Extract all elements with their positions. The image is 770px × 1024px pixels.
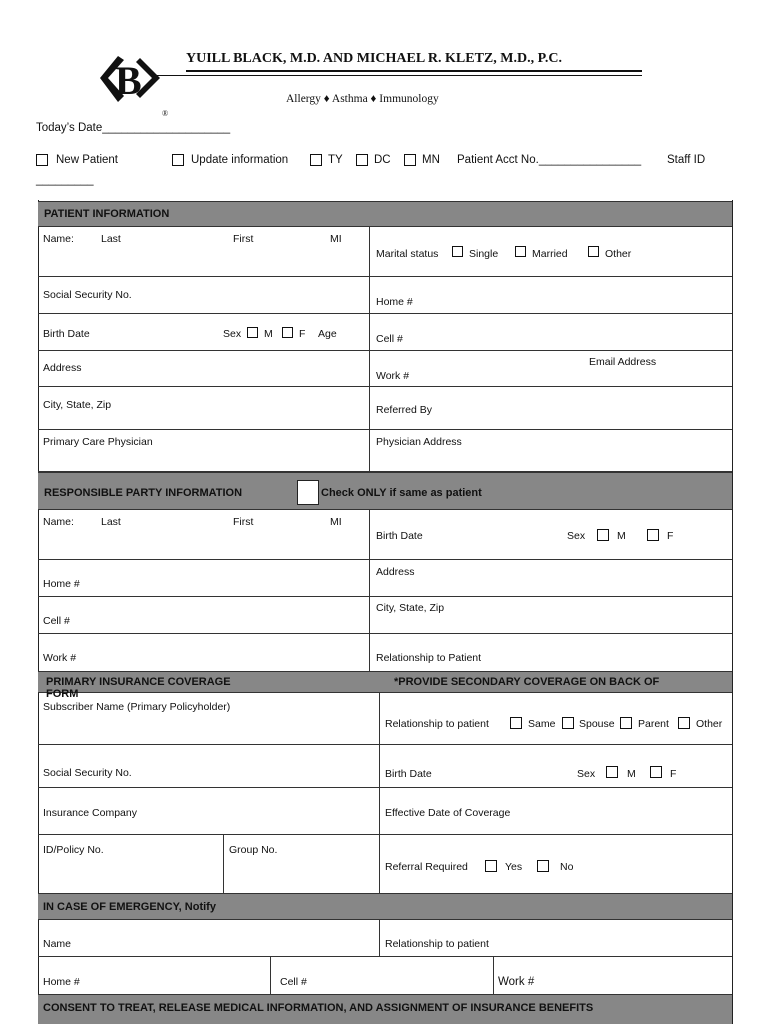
new-patient-label: New Patient [56, 154, 119, 166]
patient-birth-date-field[interactable]: Birth Date [43, 328, 90, 340]
row-line [38, 744, 732, 745]
primary-insurance-title: PRIMARY INSURANCE COVERAGE [46, 676, 231, 688]
new-patient-checkbox[interactable] [36, 154, 48, 166]
same-label: Same [528, 718, 556, 730]
insurance-other-label: Other [696, 718, 723, 730]
staff-id-field[interactable]: _________ [36, 174, 94, 186]
responsible-relationship-field[interactable]: Relationship to Patient [376, 652, 482, 664]
marital-married-checkbox[interactable] [515, 246, 526, 257]
effective-date-field[interactable]: Effective Date of Coverage [385, 807, 511, 819]
subscriber-ssn-field[interactable]: Social Security No. [43, 767, 132, 779]
relationship-spouse-checkbox[interactable] [562, 717, 574, 729]
primary-physician-field[interactable]: Primary Care Physician [43, 436, 153, 448]
patient-city-field[interactable]: City, State, Zip [43, 399, 112, 411]
sex-label: Sex [223, 328, 242, 340]
patient-name-label[interactable]: Name: [43, 233, 74, 245]
married-label: Married [532, 248, 568, 260]
insurance-relationship-label: Relationship to patient [385, 718, 489, 730]
emergency-phone-divider [493, 956, 494, 994]
header-rule-top [186, 70, 642, 72]
responsible-divider [369, 510, 370, 671]
responsible-sex-label: Sex [567, 530, 586, 542]
no-label: No [560, 861, 574, 873]
policy-group-divider [223, 834, 224, 893]
group-number-field[interactable]: Group No. [229, 844, 278, 856]
marital-other-checkbox[interactable] [588, 246, 599, 257]
patient-age-field[interactable]: Age [318, 328, 337, 340]
emergency-home-field[interactable]: Home # [43, 976, 80, 988]
patient-email-field[interactable]: Email Address [589, 356, 657, 368]
responsible-cell-field[interactable]: Cell # [43, 615, 70, 627]
single-label: Single [469, 248, 499, 260]
patient-mi-label: MI [330, 233, 342, 245]
relationship-other-checkbox[interactable] [678, 717, 690, 729]
specialties: Allergy ♦ Asthma ♦ Immunology [286, 93, 439, 105]
emergency-cell-field[interactable]: Cell # [280, 976, 307, 988]
todays-date-field[interactable]: Today’s Date____________________ [36, 122, 231, 134]
dc-checkbox[interactable] [356, 154, 368, 166]
responsible-party-band [38, 472, 732, 510]
responsible-last-label: Last [101, 516, 121, 528]
policy-number-field[interactable]: ID/Policy No. [43, 844, 104, 856]
patient-divider [369, 227, 370, 471]
row-line [38, 429, 732, 430]
responsible-home-field[interactable]: Home # [43, 578, 80, 590]
referral-yes-checkbox[interactable] [485, 860, 497, 872]
f-label: F [299, 328, 306, 340]
mn-checkbox[interactable] [404, 154, 416, 166]
mn-label: MN [422, 154, 440, 166]
parent-label: Parent [638, 718, 669, 730]
form-right-border [732, 200, 733, 1024]
row-line [38, 834, 732, 835]
patient-home-phone-field[interactable]: Home # [376, 296, 413, 308]
referred-by-field[interactable]: Referred By [376, 404, 433, 416]
responsible-address-field[interactable]: Address [376, 566, 415, 578]
logo-letter: B [115, 58, 142, 103]
registered-mark: ® [162, 109, 169, 118]
dc-label: DC [374, 154, 391, 166]
emergency-name-field[interactable]: Name [43, 938, 72, 950]
emergency-relationship-field[interactable]: Relationship to patient [385, 938, 489, 950]
subscriber-sex-f-checkbox[interactable] [650, 766, 662, 778]
row-line [38, 350, 732, 351]
patient-info-title: PATIENT INFORMATION [44, 208, 170, 220]
ty-label: TY [328, 154, 343, 166]
marital-status-label: Marital status [376, 248, 439, 260]
responsible-first-label: First [233, 516, 254, 528]
subscriber-name-field[interactable]: Subscriber Name (Primary Policyholder) [43, 701, 231, 713]
relationship-same-checkbox[interactable] [510, 717, 522, 729]
staff-id-label: Staff ID [667, 154, 706, 166]
row-line [38, 787, 732, 788]
patient-info-band [38, 201, 732, 227]
row-line [38, 386, 732, 387]
update-info-label: Update information [191, 154, 289, 166]
secondary-coverage-note: *PROVIDE SECONDARY COVERAGE ON BACK OF [394, 676, 660, 688]
ty-checkbox[interactable] [310, 154, 322, 166]
marital-single-checkbox[interactable] [452, 246, 463, 257]
insurance-company-field[interactable]: Insurance Company [43, 807, 137, 819]
subscriber-m-label: M [627, 768, 636, 780]
referral-required-label: Referral Required [385, 861, 468, 873]
row-line [38, 276, 732, 277]
spouse-label: Spouse [579, 718, 615, 730]
patient-acct-field[interactable]: Patient Acct No.________________ [457, 154, 642, 166]
responsible-name-label[interactable]: Name: [43, 516, 74, 528]
row-line [38, 956, 732, 957]
consent-title: CONSENT TO TREAT, RELEASE MEDICAL INFORMATION, AND ASSIGNMENT OF INSURANCE BENEFITS [43, 1002, 594, 1014]
responsible-sex-m-checkbox[interactable] [597, 529, 609, 541]
yes-label: Yes [505, 861, 523, 873]
physician-address-field[interactable]: Physician Address [376, 436, 462, 448]
responsible-f-label: F [667, 530, 674, 542]
row-line [38, 596, 732, 597]
emergency-divider [379, 920, 380, 956]
subscriber-f-label: F [670, 768, 677, 780]
patient-cell-field[interactable]: Cell # [376, 333, 403, 345]
responsible-city-field[interactable]: City, State, Zip [376, 602, 445, 614]
same-as-patient-label: Check ONLY if same as patient [321, 487, 482, 499]
header-rule-bottom [156, 75, 642, 76]
responsible-sex-f-checkbox[interactable] [647, 529, 659, 541]
update-info-checkbox[interactable] [172, 154, 184, 166]
consent-band [38, 994, 732, 1024]
other-label: Other [605, 248, 632, 260]
responsible-mi-label: MI [330, 516, 342, 528]
primary-insurance-title-overflow: FORM [46, 688, 79, 700]
responsible-birth-field[interactable]: Birth Date [376, 530, 423, 542]
row-line [38, 313, 732, 314]
row-line [38, 559, 732, 560]
patient-address-field[interactable]: Address [43, 362, 82, 374]
patient-sex-m-checkbox[interactable] [247, 327, 258, 338]
emergency-band [38, 893, 732, 920]
emergency-title: IN CASE OF EMERGENCY, Notify [43, 901, 216, 913]
same-as-patient-checkbox[interactable] [297, 480, 319, 505]
patient-last-label: Last [101, 233, 121, 245]
patient-ssn-field[interactable]: Social Security No. [43, 289, 132, 301]
patient-work-phone-field[interactable]: Work # [376, 370, 410, 382]
primary-insurance-band [38, 671, 732, 700]
insurance-divider [379, 693, 380, 893]
row-line [38, 633, 732, 634]
patient-sex-f-checkbox[interactable] [282, 327, 293, 338]
relationship-parent-checkbox[interactable] [620, 717, 632, 729]
responsible-party-title: RESPONSIBLE PARTY INFORMATION [44, 487, 243, 499]
practice-logo [98, 50, 162, 110]
emergency-work-field[interactable]: Work # [498, 976, 535, 988]
referral-no-checkbox[interactable] [537, 860, 549, 872]
subscriber-sex-m-checkbox[interactable] [606, 766, 618, 778]
emergency-phone-divider [270, 956, 271, 994]
practice-name: YUILL BLACK, M.D. AND MICHAEL R. KLETZ, M.D., P.C. [186, 51, 562, 66]
responsible-work-field[interactable]: Work # [43, 652, 77, 664]
responsible-m-label: M [617, 530, 626, 542]
m-label: M [264, 328, 273, 340]
subscriber-sex-label: Sex [577, 768, 596, 780]
subscriber-birth-field[interactable]: Birth Date [385, 768, 432, 780]
patient-first-label: First [233, 233, 254, 245]
